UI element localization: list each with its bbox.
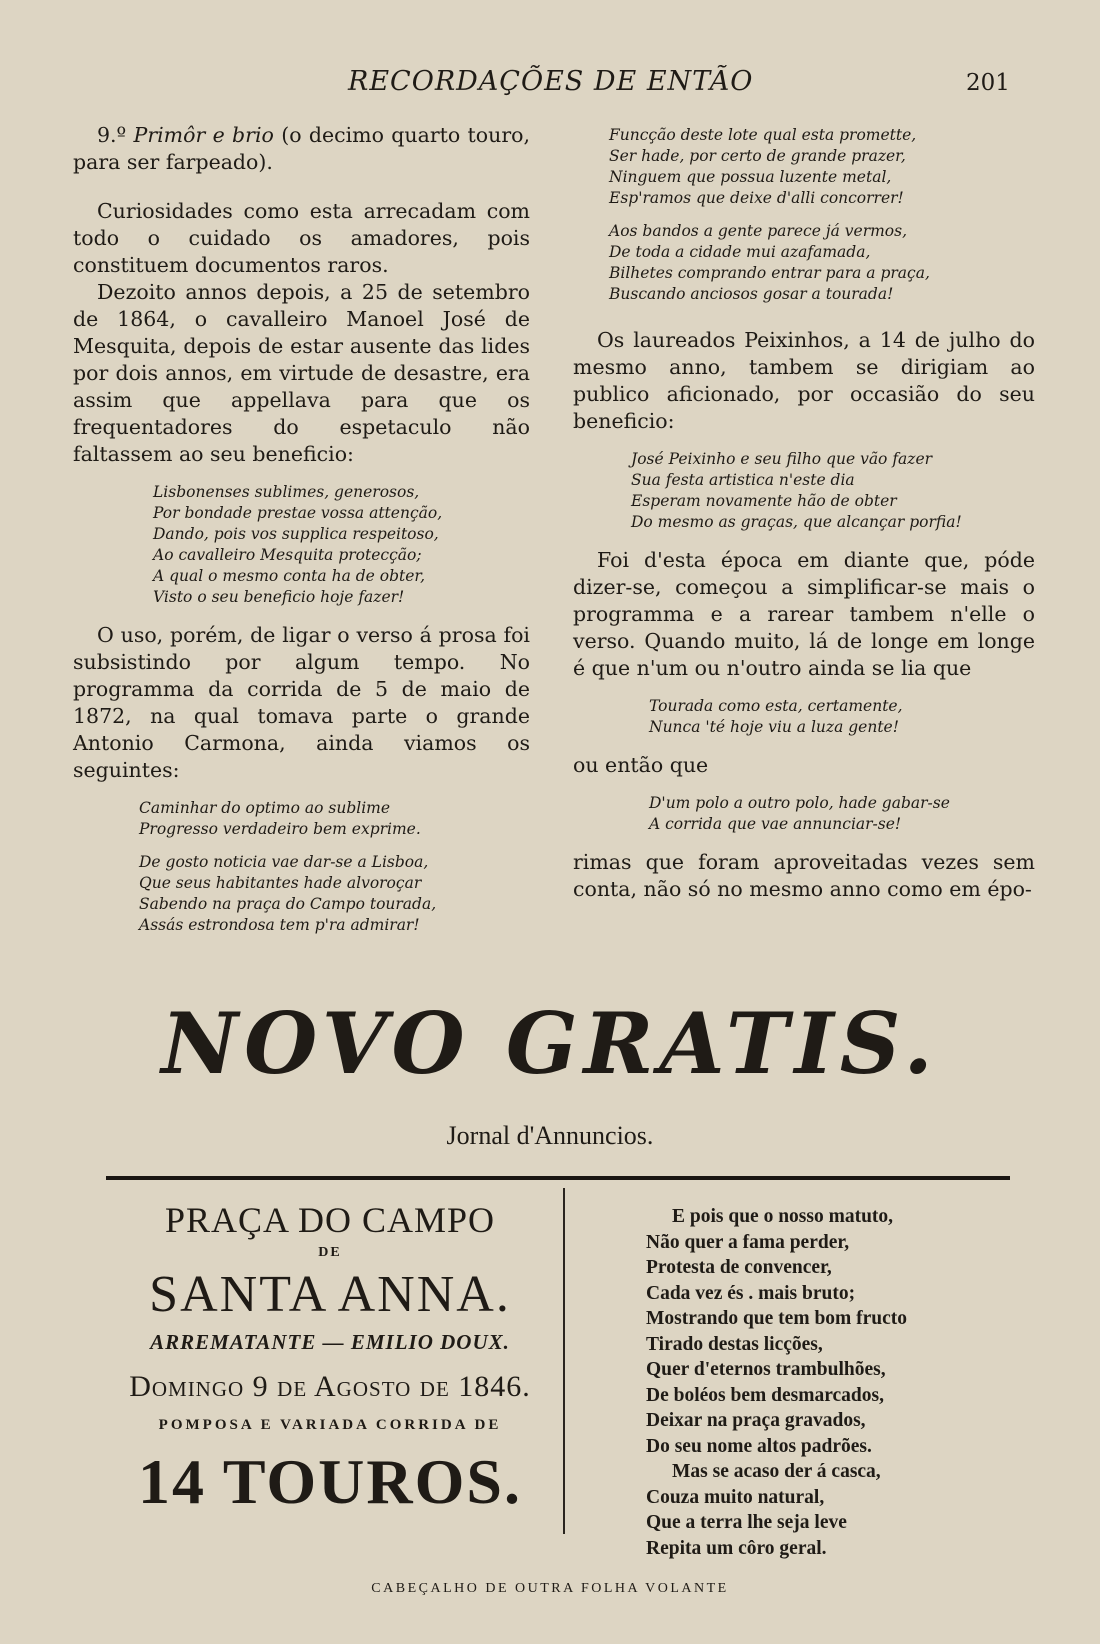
handbill-date: Domingo 9 de Agosto de 1846. (129, 1370, 531, 1403)
running-head: RECORDAÇÕES DE ENTÃO (348, 66, 754, 97)
advert-verse-line: Deixar na praça gravados, (646, 1410, 866, 1431)
verse-line: Ninguem que possua luzente metal, (609, 168, 892, 186)
verse-line: De toda a cidade mui azafamada, (609, 243, 871, 261)
advert-verse-line: Couza muito natural, (646, 1486, 825, 1508)
verse-line: Esp'ramos que deixe d'alli concorrer! (609, 189, 904, 207)
verse-line: Sua festa artistica n'este dia (631, 471, 855, 489)
paragraph-item-9 (73, 122, 530, 176)
verse-peixinho (573, 449, 1035, 533)
paragraph-foi-desta-epoca: Foi d'esta época em diante que, póde dizer-se, começou a simplificar-se mais o programma e a rarear tambem n'elle o verso. Quando muito, lá de longe em longe é que n'um ou n'outro ainda se lia que (573, 548, 1035, 680)
verse-line: Por bondade prestae vossa attenção, (153, 504, 443, 522)
handbill-corrida: POMPOSA E VARIADA CORRIDA DE (158, 1417, 502, 1433)
verse-line: José Peixinho e seu filho que vão fazer (631, 450, 933, 468)
verse-line: Ser hade, por certo de grande prazer, (609, 147, 906, 165)
verse-line: A qual o mesmo conta ha de obter, (153, 567, 426, 585)
verse-line: Esperam novamente hão de obter (631, 492, 897, 510)
verse-line: Buscando anciosos gosar a tourada! (609, 285, 894, 303)
verse-line: Funcção deste lote qual esta promette, (609, 126, 917, 144)
item-number: 9.º (97, 123, 134, 147)
verse-line: Assás estrondosa tem p'ra admirar! (139, 916, 420, 934)
advert-verse-line: Não quer a fama perder, (646, 1231, 850, 1253)
verse-line: Dando, pois vos supplica respeitoso, (153, 525, 439, 543)
item-title: Primôr e brio (133, 123, 274, 147)
paragraph-rimas: rimas que foram aproveitadas vezes sem conta, não só no mesmo anno como em épo- (573, 850, 1035, 901)
handbill-touros: 14 TOUROS. (138, 1446, 522, 1517)
handbill-praca: PRAÇA DO CAMPO (164, 1200, 496, 1240)
verse-aos-bandos (573, 221, 1035, 305)
verse-funccao (573, 125, 1035, 209)
advert-verse-line: Quer d'eternos trambulhões, (646, 1359, 886, 1380)
verse-line: Visto o seu beneficio hoje fazer! (153, 588, 405, 606)
verse-line: Que seus habitantes hade alvoroçar (139, 874, 422, 892)
advert-verse-line: E pois que o nosso matuto, (672, 1206, 894, 1227)
verse-line: De gosto noticia vae dar-se a Lisboa, (139, 853, 429, 871)
advert-verse-line: Mostrando que tem bom fructo (646, 1308, 908, 1329)
handbill-santa-anna: SANTA ANNA. (149, 1266, 511, 1323)
verse-carmona-a (73, 798, 530, 840)
verse-line: Lisbonenses sublimes, generosos, (153, 483, 420, 501)
page-number: 201 (966, 70, 1010, 96)
advert-subtitle: Jornal d'Annuncios. (446, 1121, 654, 1150)
right-column (573, 125, 1035, 903)
verse-line: Sabendo na praça do Campo tourada, (139, 895, 437, 913)
advert-verse-line: Do seu nome altos padrões. (646, 1435, 872, 1457)
item-text: (o decimo quarto touro, para ser farpeado). (73, 123, 530, 174)
figure-caption: CABEÇALHO DE OUTRA FOLHA VOLANTE (371, 1581, 729, 1596)
advert-verse-line: Mas se acaso der á casca, (672, 1461, 881, 1482)
verse-mesquita (73, 482, 530, 608)
handbill-de: DE (318, 1245, 342, 1260)
advert-verse-line: Repita um côro geral. (646, 1537, 827, 1559)
verse-tourada (573, 696, 1035, 738)
advert-verse-line: De boléos bem desmarcados, (646, 1384, 884, 1406)
handbill-block (94, 1198, 566, 1522)
advert-verse-line: Tirado destas licções, (646, 1333, 823, 1355)
advert-verse-line: Que a terra lhe seja leve (646, 1512, 847, 1533)
paragraph-ou-entao: ou então que (573, 753, 709, 777)
verse-line: Progresso verdadeiro bem exprime. (139, 820, 421, 838)
verse-line: A corrida que vae annunciar-se! (649, 815, 902, 833)
verse-line: Aos bandos a gente parece já vermos, (609, 222, 908, 240)
paragraph-dezoito-annos: Dezoito annos depois, a 25 de setembro de 1864, o cavalleiro Manoel José de Mesquita, depois de estar ausente das lides por dois annos, em virtude de desastre, era assim que appellava para que os frequentadores do espetaculo não faltassem ao seu beneficio: (73, 280, 530, 466)
verse-line: Caminhar do optimo ao sublime (139, 799, 391, 817)
paragraph-peixinhos: Os laureados Peixinhos, a 14 de julho do mesmo anno, tambem se dirigiam ao publico aficionado, por occasião do seu beneficio: (573, 328, 1035, 433)
advert-title: NOVO GRATIS. (161, 994, 939, 1093)
verse-line: Bilhetes comprando entrar para a praça, (609, 264, 930, 282)
verse-carmona-b (73, 852, 530, 936)
left-column (73, 122, 530, 936)
verse-line: Do mesmo as graças, que alcançar porfia! (631, 513, 962, 531)
verse-line: Ao cavalleiro Mesquita protecção; (153, 546, 422, 564)
paragraph-o-uso: O uso, porém, de ligar o verso á prosa foi subsistindo por algum tempo. No programma da corrida de 5 de maio de 1872, na qual tomava parte o grande Antonio Carmona, ainda viamos os seguintes: (73, 623, 530, 782)
advert-verse-line: Cada vez és . mais bruto; (646, 1282, 856, 1304)
verse-line: Tourada como esta, certamente, (649, 697, 903, 715)
paragraph-curiosidades: Curiosidades como esta arrecadam com todo o cuidado os amadores, pois constituem documentos raros. (73, 199, 530, 277)
verse-line: Nunca 'té hoje viu a luza gente! (649, 718, 899, 736)
advert-top-rule (106, 1176, 1010, 1180)
verse-line: D'um polo a outro polo, hade gabar-se (649, 794, 950, 812)
handbill-arrematante: ARREMATANTE — EMILIO DOUX. (150, 1330, 510, 1354)
verse-polo (573, 793, 1035, 835)
advert-verse-line: Protesta de convencer, (646, 1257, 832, 1278)
advert-verse (646, 1204, 1012, 1561)
